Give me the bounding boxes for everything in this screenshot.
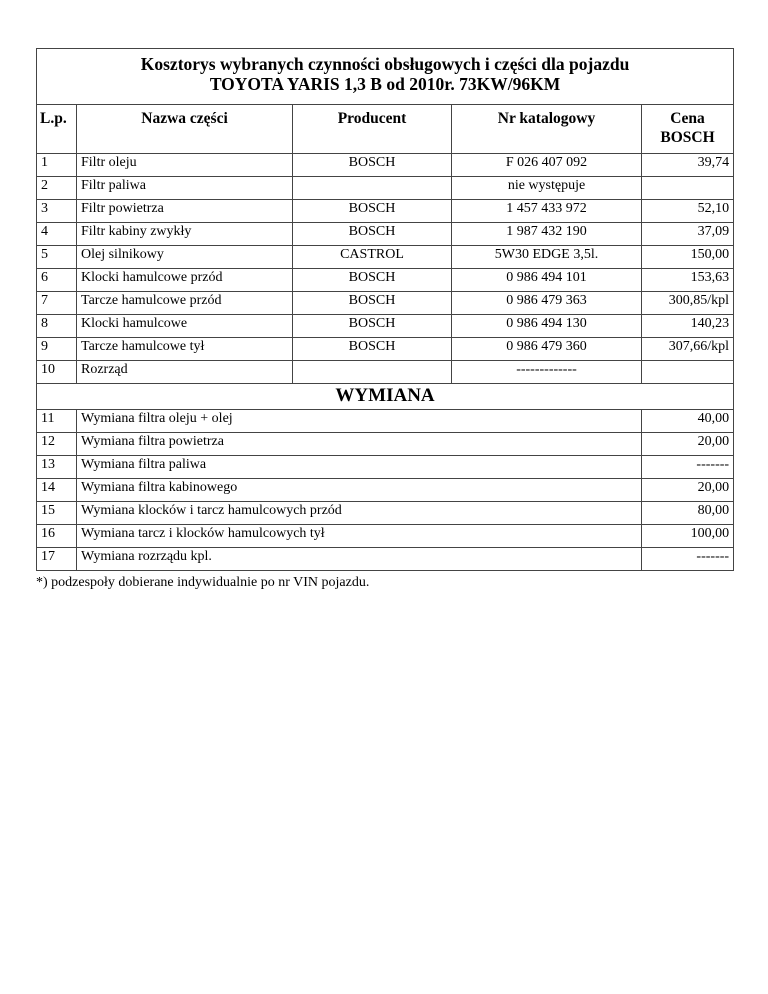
row-service-name: Wymiana filtra paliwa [77, 456, 642, 479]
row-lp: 7 [37, 292, 77, 315]
header-catalog-number: Nr katalogowy [452, 105, 642, 154]
header-producer: Producent [293, 105, 452, 154]
table-row [37, 246, 734, 269]
table-row [37, 456, 734, 479]
row-lp: 3 [37, 200, 77, 223]
table-row [37, 177, 734, 200]
row-catalog-number: F 026 407 092 [452, 154, 642, 177]
row-lp: 6 [37, 269, 77, 292]
row-catalog-number: 0 986 479 363 [452, 292, 642, 315]
row-lp: 10 [37, 361, 77, 384]
row-price: 300,85/kpl [642, 292, 734, 315]
row-lp: 4 [37, 223, 77, 246]
table-row [37, 292, 734, 315]
row-price: 39,74 [642, 154, 734, 177]
row-producer: CASTROL [293, 246, 452, 269]
row-lp: 9 [37, 338, 77, 361]
column-header-row [37, 105, 734, 154]
row-catalog-number: 5W30 EDGE 3,5l. [452, 246, 642, 269]
table-row [37, 315, 734, 338]
row-price [642, 177, 734, 200]
row-lp: 11 [37, 410, 77, 433]
row-service-name: Wymiana klocków i tarcz hamulcowych przód [77, 502, 642, 525]
row-catalog-number: 1 457 433 972 [452, 200, 642, 223]
row-producer: BOSCH [293, 223, 452, 246]
header-price-line-2: BOSCH [660, 129, 715, 146]
document-title [37, 49, 734, 105]
row-price: 52,10 [642, 200, 734, 223]
table-row [37, 154, 734, 177]
row-part-name: Olej silnikowy [77, 246, 293, 269]
row-price: 20,00 [642, 433, 734, 456]
row-part-name: Filtr paliwa [77, 177, 293, 200]
row-part-name: Klocki hamulcowe [77, 315, 293, 338]
row-catalog-number: 1 987 432 190 [452, 223, 642, 246]
services-table-body [37, 410, 734, 571]
footnote: *) podzespoły dobierane indywidualnie po nr VIN pojazdu. [36, 575, 370, 590]
header-lp: L.p. [37, 105, 77, 154]
title-line-2: TOYOTA YARIS 1,3 B od 2010r. 73KW/96KM [209, 74, 561, 94]
section-title: WYMIANA [37, 384, 734, 410]
row-part-name: Filtr oleju [77, 154, 293, 177]
table-row [37, 525, 734, 548]
row-lp: 16 [37, 525, 77, 548]
row-lp: 8 [37, 315, 77, 338]
row-catalog-number: ------------- [452, 361, 642, 384]
row-service-name: Wymiana filtra kabinowego [77, 479, 642, 502]
header-price-line-1: Cena [670, 110, 705, 127]
row-price: 153,63 [642, 269, 734, 292]
row-price: 37,09 [642, 223, 734, 246]
title-line-1: Kosztorys wybranych czynności obsługowych i części dla pojazdu [140, 54, 630, 74]
row-part-name: Tarcze hamulcowe tył [77, 338, 293, 361]
table-row [37, 223, 734, 246]
row-price [642, 361, 734, 384]
row-lp: 2 [37, 177, 77, 200]
row-service-name: Wymiana filtra oleju + olej [77, 410, 642, 433]
row-part-name: Tarcze hamulcowe przód [77, 292, 293, 315]
header-price [642, 105, 734, 154]
table-row [37, 548, 734, 571]
row-price: ------- [642, 548, 734, 571]
row-price: 80,00 [642, 502, 734, 525]
row-producer [293, 177, 452, 200]
row-lp: 13 [37, 456, 77, 479]
row-catalog-number: 0 986 494 130 [452, 315, 642, 338]
table-row [37, 269, 734, 292]
row-lp: 12 [37, 433, 77, 456]
table-row [37, 433, 734, 456]
row-price: 140,23 [642, 315, 734, 338]
table-row [37, 338, 734, 361]
row-producer: BOSCH [293, 269, 452, 292]
table-row [37, 410, 734, 433]
parts-table-body [37, 154, 734, 384]
row-part-name: Filtr kabiny zwykły [77, 223, 293, 246]
row-price: 100,00 [642, 525, 734, 548]
row-service-name: Wymiana rozrządu kpl. [77, 548, 642, 571]
row-part-name: Klocki hamulcowe przód [77, 269, 293, 292]
row-price: 150,00 [642, 246, 734, 269]
row-catalog-number: 0 986 479 360 [452, 338, 642, 361]
row-lp: 1 [37, 154, 77, 177]
row-producer: BOSCH [293, 292, 452, 315]
row-catalog-number: nie występuje [452, 177, 642, 200]
table-row [37, 361, 734, 384]
row-part-name: Rozrząd [77, 361, 293, 384]
table-row [37, 200, 734, 223]
row-lp: 17 [37, 548, 77, 571]
row-producer: BOSCH [293, 154, 452, 177]
row-producer: BOSCH [293, 200, 452, 223]
row-producer: BOSCH [293, 315, 452, 338]
row-catalog-number: 0 986 494 101 [452, 269, 642, 292]
row-price: 20,00 [642, 479, 734, 502]
row-lp: 14 [37, 479, 77, 502]
table-row [37, 479, 734, 502]
row-price: 307,66/kpl [642, 338, 734, 361]
row-price: ------- [642, 456, 734, 479]
row-price: 40,00 [642, 410, 734, 433]
row-lp: 15 [37, 502, 77, 525]
header-part-name: Nazwa części [77, 105, 293, 154]
cost-estimate-table [36, 48, 734, 571]
row-part-name: Filtr powietrza [77, 200, 293, 223]
row-service-name: Wymiana filtra powietrza [77, 433, 642, 456]
row-producer [293, 361, 452, 384]
table-row [37, 502, 734, 525]
row-service-name: Wymiana tarcz i klocków hamulcowych tył [77, 525, 642, 548]
row-lp: 5 [37, 246, 77, 269]
row-producer: BOSCH [293, 338, 452, 361]
